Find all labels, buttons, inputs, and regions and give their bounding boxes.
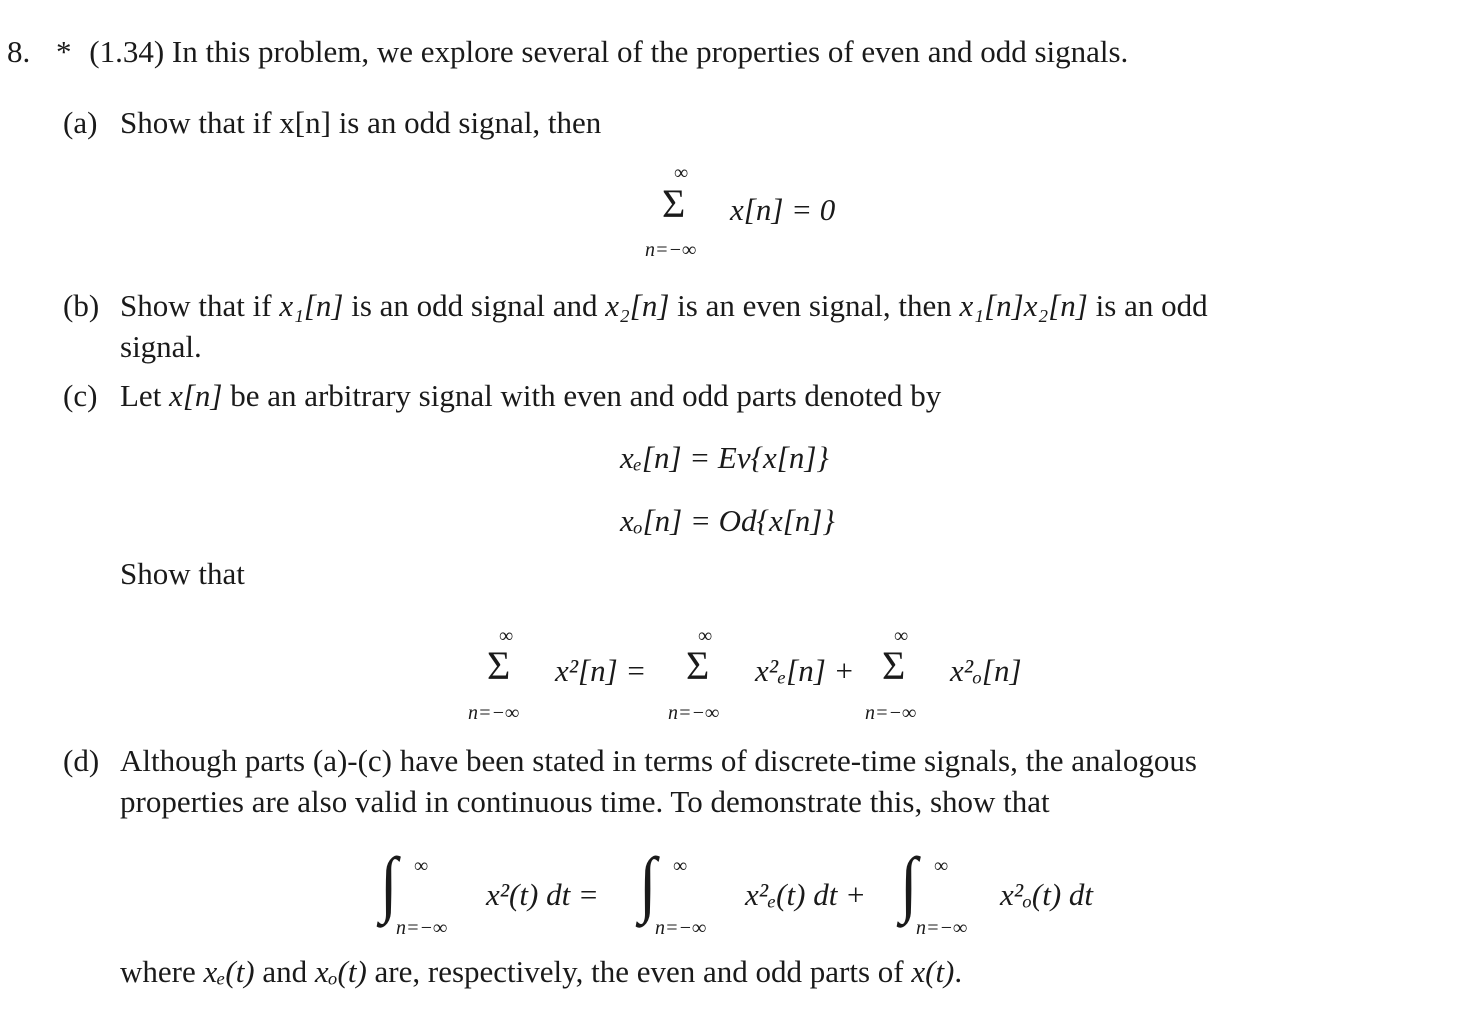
int1-sign: ∫ bbox=[380, 842, 398, 925]
int2-sign: ∫ bbox=[639, 842, 657, 925]
where-text-3: are, respectively, the even and odd parts of bbox=[366, 954, 912, 989]
part-c-text-2: be an arbitrary signal with even and odd parts denoted by bbox=[222, 378, 942, 413]
sum3-term: x²ₒ[n] bbox=[950, 653, 1022, 688]
problem-header bbox=[7, 36, 1128, 67]
where-text-2: and bbox=[254, 954, 315, 989]
part-b-line1 bbox=[120, 290, 1208, 321]
sum1-upper: ∞ bbox=[499, 625, 514, 647]
int3-upper: ∞ bbox=[934, 855, 949, 877]
part-b-product: x₁[n]x₂[n] bbox=[959, 288, 1088, 323]
int3-lower: n=−∞ bbox=[916, 917, 968, 939]
sum-lower-limit: n=−∞ bbox=[645, 239, 697, 261]
xe-t: xₑ(t) bbox=[203, 954, 255, 989]
odd-part-equation: xₒ[n] = Od{x[n]} bbox=[620, 503, 835, 538]
sum-body: x[n] = 0 bbox=[730, 192, 836, 227]
part-d-line2: properties are also valid in continuous time. To demonstrate this, show that bbox=[120, 784, 1050, 819]
sum2-term: x²ₑ[n] + bbox=[755, 653, 855, 688]
sum2-sigma: Σ bbox=[686, 643, 710, 688]
part-b-text-3: is an even signal, then bbox=[669, 288, 960, 323]
show-that-text: Show that bbox=[120, 556, 245, 591]
x-t: x(t) bbox=[911, 954, 955, 989]
int2-lower: n=−∞ bbox=[655, 917, 707, 939]
part-c-line1 bbox=[120, 380, 941, 411]
where-text-4: . bbox=[954, 954, 963, 989]
problem-intro: (1.34) In this problem, we explore several of the properties of even and odd signals. bbox=[89, 34, 1129, 69]
part-c-text-1: Let bbox=[120, 378, 170, 413]
sum3-lower: n=−∞ bbox=[865, 702, 917, 724]
part-b-line2: signal. bbox=[120, 329, 202, 364]
int2-term: x²ₑ(t) dt + bbox=[745, 877, 866, 912]
part-c-xn: x[n] bbox=[169, 378, 223, 413]
problem-star: * bbox=[56, 34, 72, 69]
sum3-sigma: Σ bbox=[882, 643, 906, 688]
int3-sign: ∫ bbox=[900, 842, 918, 925]
part-b-text-4: is an odd bbox=[1087, 288, 1208, 323]
part-b-text-2: is an odd signal and bbox=[343, 288, 606, 323]
even-part-equation: xₑ[n] = Ev{x[n]} bbox=[620, 440, 829, 475]
sum1-lower: n=−∞ bbox=[468, 702, 520, 724]
xo-t: xₒ(t) bbox=[314, 954, 367, 989]
int1-term: x²(t) dt = bbox=[486, 877, 599, 912]
sum2-lower: n=−∞ bbox=[668, 702, 720, 724]
part-d-where-line bbox=[120, 956, 962, 987]
int1-upper: ∞ bbox=[414, 855, 429, 877]
part-d-line1: Although parts (a)-(c) have been stated in terms of discrete-time signals, the analogous bbox=[120, 743, 1197, 778]
part-b-text-1: Show that if bbox=[120, 288, 280, 323]
int1-lower: n=−∞ bbox=[396, 917, 448, 939]
sum-upper-limit: ∞ bbox=[674, 162, 689, 184]
part-c-label: (c) bbox=[63, 378, 98, 413]
int2-upper: ∞ bbox=[673, 855, 688, 877]
sum2-upper: ∞ bbox=[698, 625, 713, 647]
sum1-term: x²[n] = bbox=[555, 653, 647, 688]
part-a-text: Show that if x[n] is an odd signal, then bbox=[120, 105, 602, 140]
where-text-1: where bbox=[120, 954, 204, 989]
sum3-upper: ∞ bbox=[894, 625, 909, 647]
sum1-sigma: Σ bbox=[487, 643, 511, 688]
problem-number: 8. bbox=[7, 34, 31, 69]
int3-term: x²ₒ(t) dt bbox=[1000, 877, 1094, 912]
part-b-x1n: x₁[n] bbox=[279, 288, 344, 323]
part-b-x2n: x₂[n] bbox=[605, 288, 670, 323]
part-a-label: (a) bbox=[63, 105, 98, 140]
part-b-label: (b) bbox=[63, 288, 100, 323]
part-d-label: (d) bbox=[63, 743, 100, 778]
sigma-symbol: Σ bbox=[662, 181, 686, 226]
